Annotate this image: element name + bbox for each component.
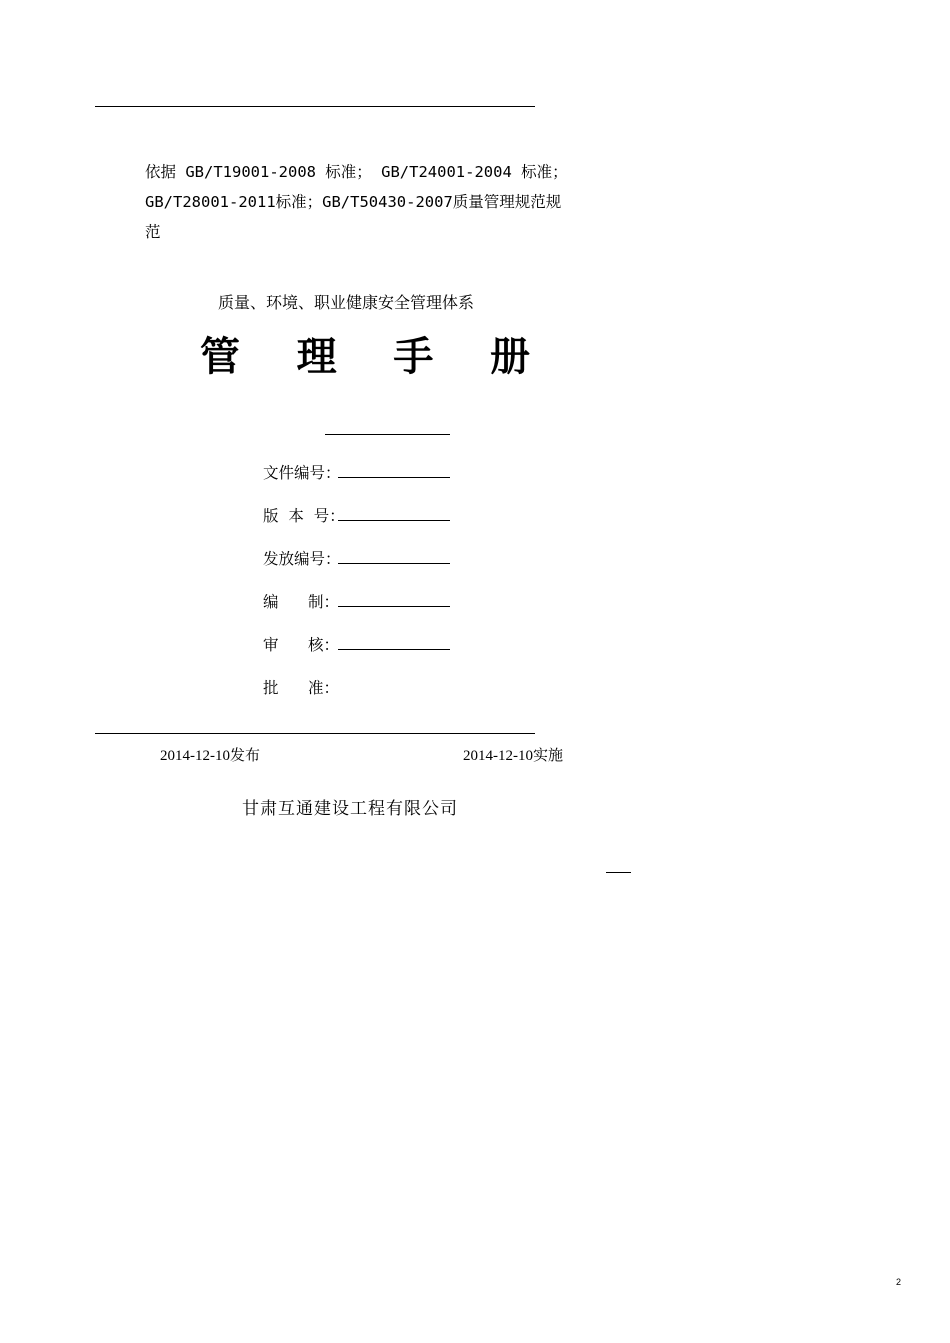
approved-by-label: 批 准： (263, 679, 340, 697)
reviewed-by-line (338, 649, 450, 650)
standards-basis-line-3: 范 (145, 223, 161, 241)
manual-title-char-1: 管 (200, 334, 240, 380)
manual-title-char-2: 理 (296, 334, 337, 380)
document-number-label: 文件编号： (263, 464, 341, 482)
effective-date: 2014-12-10实施 (463, 748, 563, 764)
company-name: 甘肃互通建设工程有限公司 (242, 799, 458, 819)
manual-title (200, 332, 530, 382)
version-number-label: 版 本 号： (263, 507, 345, 525)
title-underline (325, 434, 450, 435)
reviewed-by-label: 审 核： (263, 636, 340, 654)
release-date: 2014-12-10发布 (160, 748, 260, 764)
issue-number-label: 发放编号： (263, 550, 341, 568)
system-title: 质量、环境、职业健康安全管理体系 (218, 293, 475, 312)
manual-title-char-3: 手 (393, 334, 434, 380)
standards-basis-line-2: GB/T28001-2011标准；GB/T50430-2007质量管理规范规 (145, 193, 562, 211)
standards-basis-line-1: 依据 GB/T19001-2008 标准； GB/T24001-2004 标准； (145, 163, 568, 181)
short-dash-mark (606, 872, 631, 873)
bottom-divider (95, 733, 535, 734)
document-number-line (338, 477, 450, 478)
top-divider (95, 106, 535, 107)
prepared-by-label: 编 制： (263, 593, 340, 611)
manual-title-char-4: 册 (489, 334, 530, 380)
issue-number-line (338, 563, 450, 564)
page-number: 2 (896, 1277, 902, 1287)
prepared-by-line (338, 606, 450, 607)
version-number-line (338, 520, 450, 521)
